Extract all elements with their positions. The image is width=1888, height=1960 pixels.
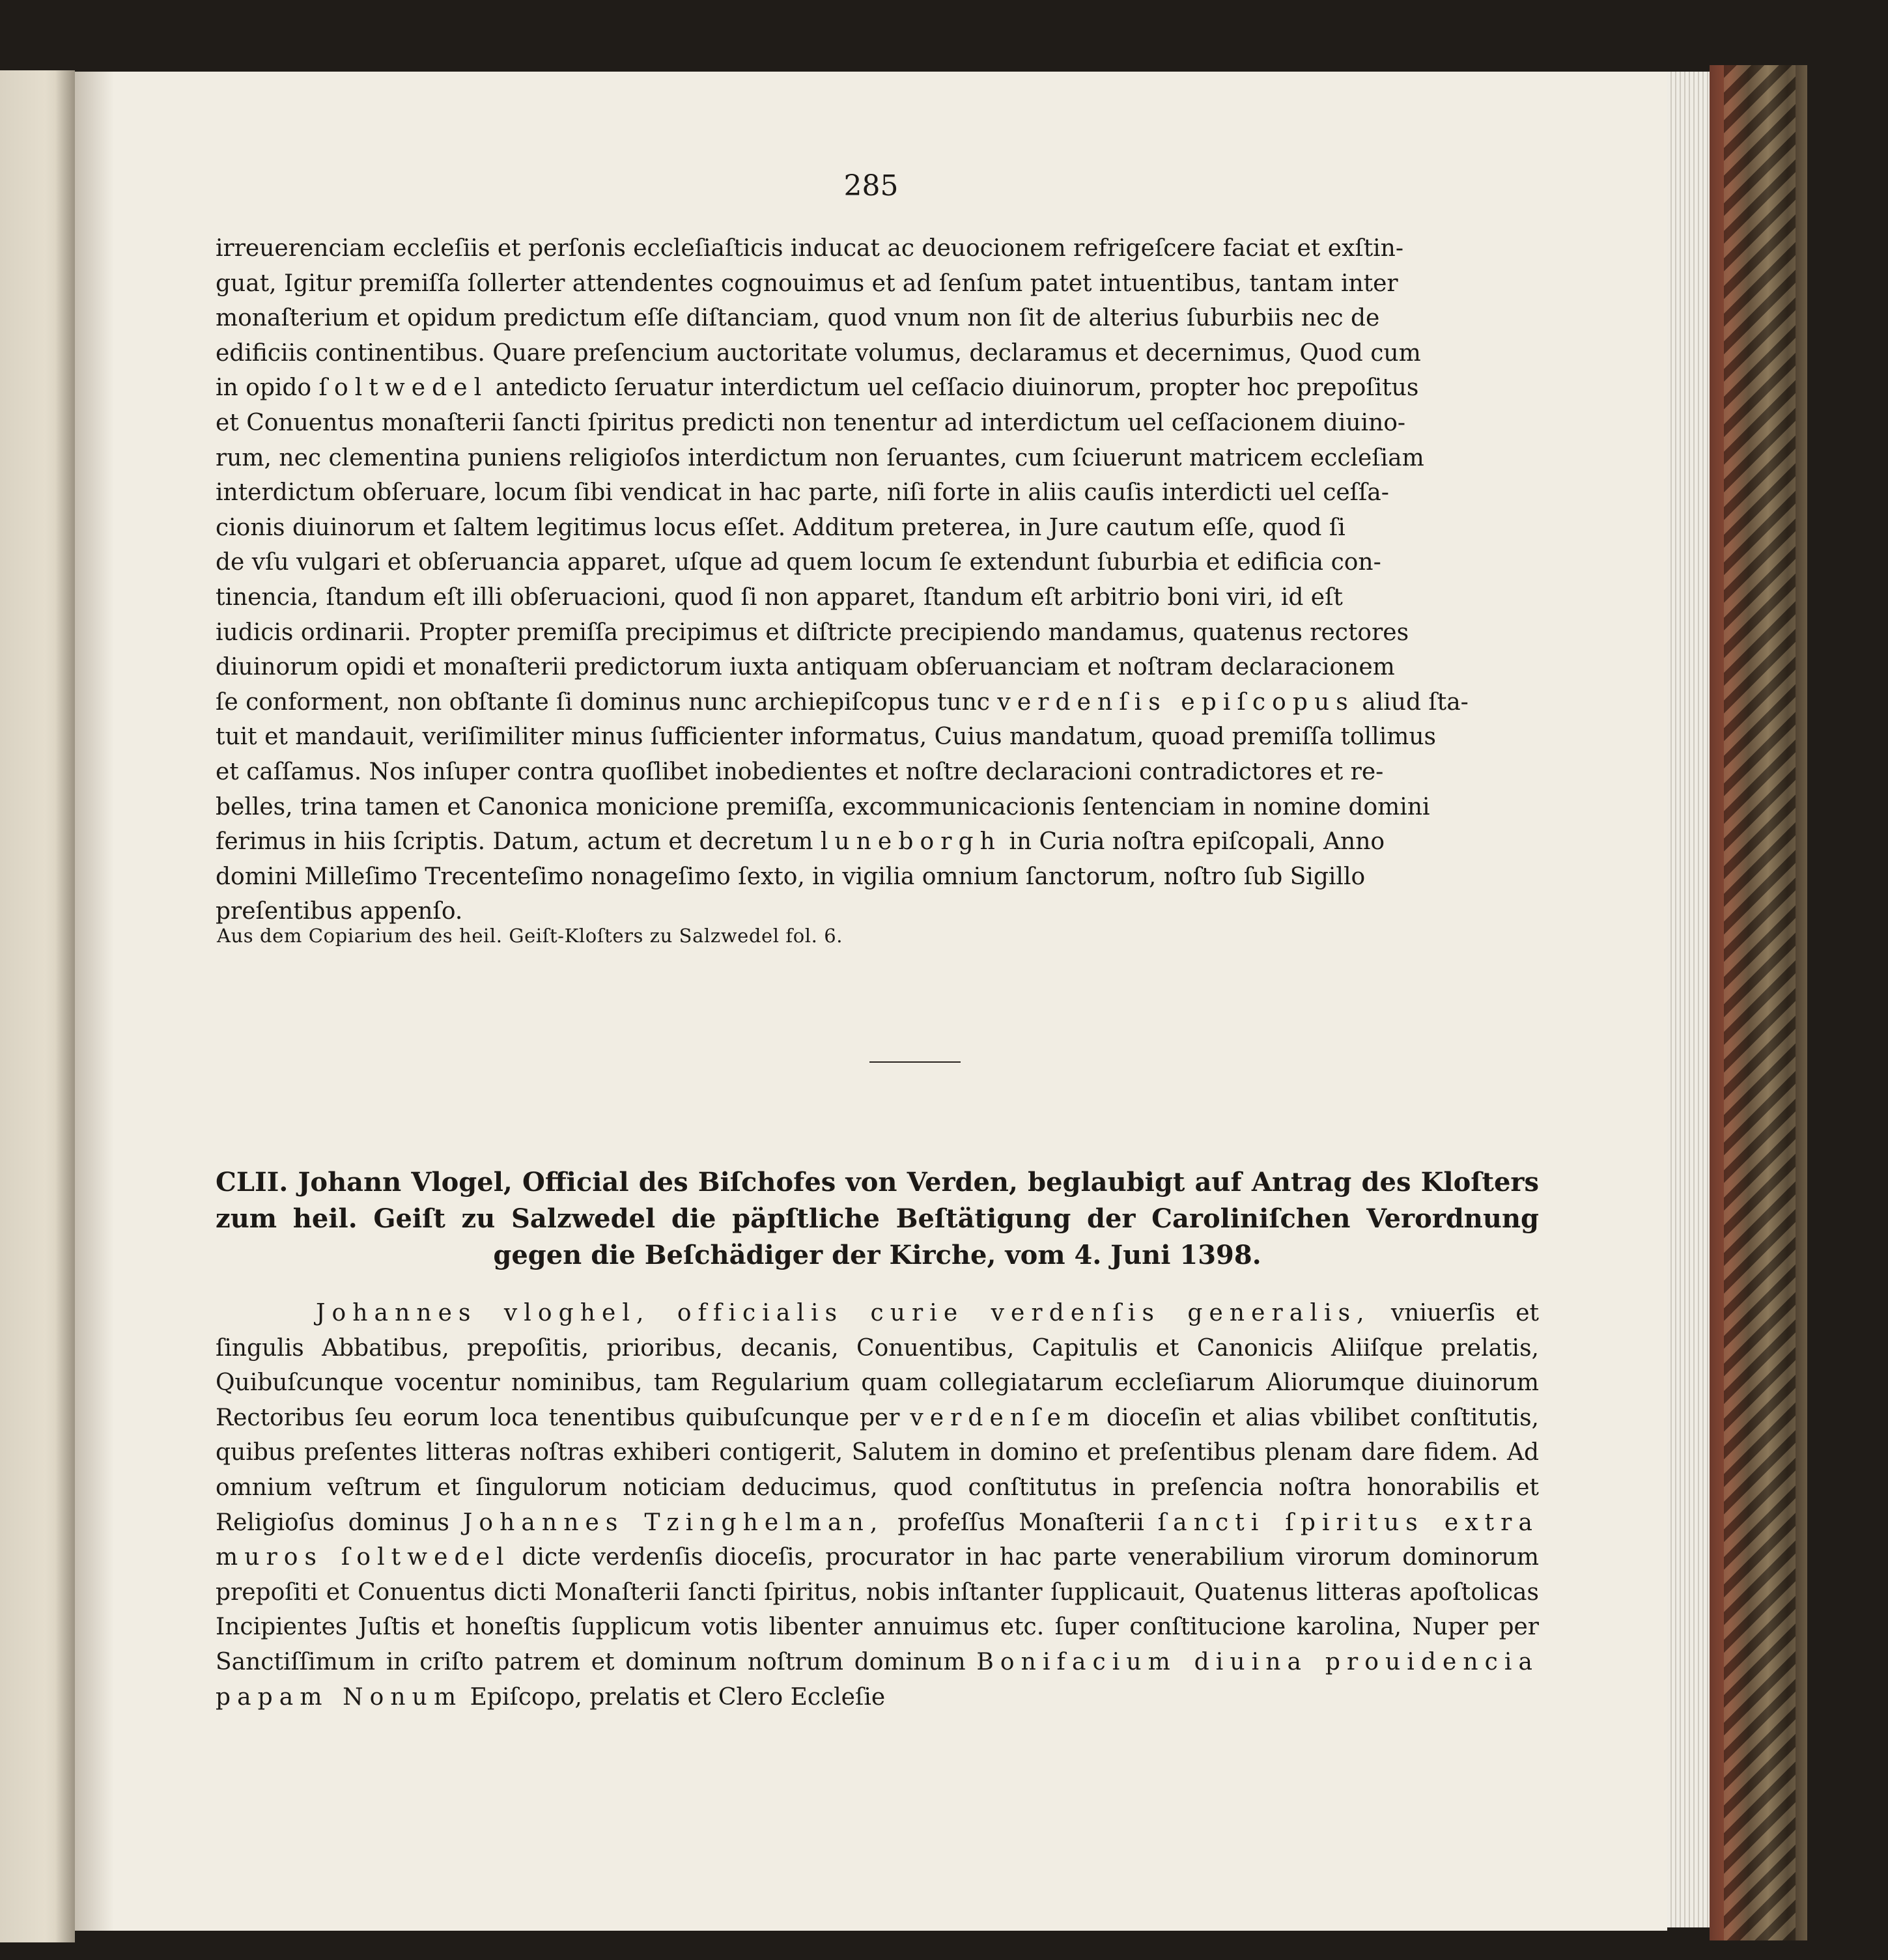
body-text: Epiſcopo, prelatis et Clero Eccleſie [470,1683,886,1711]
book-page [75,72,1667,1931]
text-line: diuinorum opidi et monaſterii predictorum iuxta antiquam obſeruanciam et noſtram declaracionem [216,654,1395,681]
spaced-text: ſancti ſpiritus extra muros ſoltwedel [216,1509,1540,1571]
book-cover [1710,65,1807,1940]
text-line: monaſterium et opidum predictum eſſe diſtanciam, quod vnum non ſit de alterius ſuburbiis nec de [216,305,1380,332]
text-line: preſentibus appenſo. [216,898,463,925]
text-line: tinencia, ſtandum eſt illi obſeruacioni, quod ſi non apparet, ſtandum eſt arbitrio boni viri, id eſt [216,583,1343,611]
text-line: irreuerenciam eccleſiis et perſonis eccleſiaſticis inducat ac deuocionem refrigeſcere faciat et exſtin- [216,235,1404,262]
text-line: iudicis ordinarii. Propter premiſſa precipimus et diſtricte precipiendo mandamus, quatenus rectores [216,619,1409,646]
text-line: rum, nec clementina puniens religioſos interdictum non ſeruantes, cum ſciuerunt matricem eccleſiam [216,444,1424,471]
text-line: et Conuentus monaſterii ſancti ſpiritus predicti non tenentur ad interdictum uel ceſſacionem diuino- [216,409,1406,436]
place-name: verdenſis epiſcopus [997,688,1355,716]
text-line: guat, Igitur premiſſa ſollerter attendentes cognouimus et ad ſenſum patet intuentibus, tantam inter [216,270,1398,297]
text-line: ferimus in hiis ſcriptis. Datum, actum et decretum luneborgh in Curia noſtra epiſcopali, Anno [216,828,1385,856]
source-note: Aus dem Copiarium des heil. Geiſt-Kloſters zu Salzwedel fol. 6. [217,925,843,947]
text-line: edificiis continentibus. Quare preſencium auctoritate volumus, declaramus et decernimus, Quod cum [216,339,1421,367]
body-text: vniuerſis et ſingulis Abbatibus, prepoſitis, prioribus, decanis, Conuentibus, Capitulis et Canonicis Aliiſque prelatis, Quibuſcunque vocentur nominibus, tam Regularium quam collegiatarum eccleſiarum Aliorumque diuinorum Rectoribus ſeu eorum loca tenentibus quibuſcunque per [216,1300,1540,1431]
text-line: in opido ſoltwedel antedicto ſeruatur interdictum uel ceſſacio diuinorum, propter hoc prepoſitus [216,374,1419,402]
text-line: cionis diuinorum et ſaltem legitimus locus eſſet. Additum preterea, in Jure cautum eſſe, quod ſi [216,514,1346,541]
text-line: tuit et mandauit, veriſimiliter minus ſufficienter informatus, Cuius mandatum, quoad premiſſa tollimus [216,723,1437,751]
place-name: luneborgh [820,828,1002,856]
body-text: dioceſin et alias vbilibet conſtitutis, quibus preſentes litteras noſtras exhiberi contigerit, Salutem in domino et preſentibus plenam dare fidem. Ad omnium veſtrum et ſingulorum noticiam deducimus, quod conſtitutus in preſencia noſtra honorabilis et Religioſus dominus [216,1404,1539,1536]
page-edges [1667,72,1710,1927]
text-line: interdictum obſeruare, locum ſibi vendicat in hac parte, niſi forte in aliis cauſis interdicti uel ceſſa- [216,479,1389,507]
previous-page-edge [0,70,75,1942]
section-divider [869,1061,961,1063]
document-heading: CLII. Johann Vlogel, Official des Biſchofes von Verden, beglaubigt auf Antrag des Kloſters zum heil. Geiſt zu Salzwedel die päpſtliche Beſtätigung der Caroliniſchen Verordnung gegen die Beſchädiger der Kirche, vom 4. Juni 1398. [216,1167,1539,1270]
body-text: profeſſus Monaſterii [897,1509,1144,1536]
document-text-continued [216,231,1539,929]
text-line: domini Milleſimo Trecenteſimo nonageſimo ſexto, in vigilia omnium ſanctorum, noſtro ſub Sigillo [216,863,1366,890]
text-line: belles, trina tamen et Canonica monicione premiſſa, excommunicacionis ſentenciam in nomine domini [216,793,1430,820]
place-name: verdenſem [910,1404,1097,1431]
spaced-text: Johannes vloghel, officialis curie verdenſis generalis, [316,1300,1371,1326]
person-name: Bonifacium diuina prouidencia papam Nonum [216,1648,1540,1711]
person-name: Johannes Tzinghelman, [462,1509,884,1536]
document-text [216,1296,1539,1715]
page-number: 285 [843,169,899,203]
body-text: dicte verdenſis dioceſis, procurator in hac parte venerabilium virorum dominorum prepoſiti et Conuentus dicti Monaſterii ſancti ſpiritus, nobis inſtanter ſupplicauit, Quatenus litteras apoſtolicas Incipientes Juſtis et honeſtis ſupplicum votis libenter annuimus etc. ſuper conſtitucione karolina, Nuper per Sanctiſſimum in criſto patrem et dominum noſtrum dominum [216,1544,1539,1675]
text-line: et caſſamus. Nos inſuper contra quoſlibet inobedientes et noſtre declaracioni contradictores et re- [216,758,1384,785]
text-line: ſe conforment, non obſtante ſi dominus nunc archiepiſcopus tunc verdenſis epiſcopus aliud ſta- [216,688,1469,716]
place-name: ſoltwedel [318,374,488,402]
text-line: de vſu vulgari et obſeruancia apparet, uſque ad quem locum ſe extendunt ſuburbia et edificia con- [216,549,1381,576]
